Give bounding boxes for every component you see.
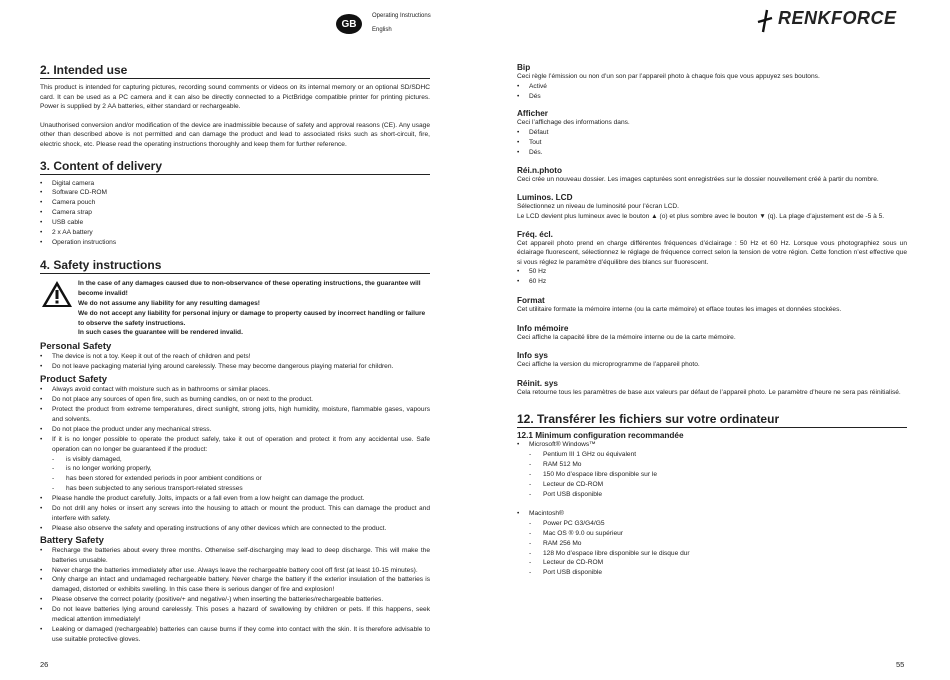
list-item: - Lecteur de CD-ROM — [529, 480, 907, 490]
freq-text: Cet appareil photo prend en charge différentes fréquences d’éclairage : 50 Hz et 60 Hz. Lorsque vous photographiez sous un éclairage fluorescent, sélectionnez le réglage de fréquence correct selon la tension de votre région. Cette fonction n’est effective que si vous réglez le paramètre d’équilibre des blancs sur fluorescent. — [517, 239, 907, 266]
list-item: - Power PC G3/G4/G5 — [529, 519, 907, 529]
product-safety-list — [40, 385, 430, 454]
list-item: • If it is no longer possible to operate the product safely, take it out of operation and protect it from any accidental use. Safe operation can no longer be guaranteed if the product: — [40, 435, 430, 455]
info-sys-text: Ceci affiche la version du microprogramme de l’appareil photo. — [517, 361, 700, 369]
warning-line: In the case of any damages caused due to non-observance of these operating instructions, the guarantee will become invalid! — [78, 279, 421, 297]
warning-line: We do not assume any liability for any resulting damages! — [78, 299, 260, 307]
list-item: • USB cable — [40, 218, 430, 228]
list-item: • Recharge the batteries about every three months. Otherwise self-discharging may lead to deep discharge. This will make the batteries unusable. — [40, 546, 430, 566]
list-item: • Always avoid contact with moisture such as in bathrooms or similar places. — [40, 385, 430, 395]
list-item: • Do not place any sources of open fire, such as burning candles, on or next to the product. — [40, 395, 430, 405]
product-safety-list-2 — [40, 494, 430, 534]
rei-photo-text: Ceci crée un nouveau dossier. Les images capturées sont enregistrées sur le dossier nouvellement créé à partir du nombre. — [517, 175, 879, 183]
product-safety-heading: Product Safety — [40, 374, 108, 386]
list-item: - has been subjected to any serious transport-related stresses — [52, 484, 430, 494]
list-item: - Mac OS ® 9.0 ou supérieur — [529, 529, 907, 539]
bip-text: Ceci règle l’émission ou non d’un son par l’appareil photo à chaque fois que vous appuyez ses boutons. — [517, 73, 820, 80]
list-item: - Port USB disponible — [529, 490, 907, 500]
list-item: • Protect the product from extreme temperatures, direct sunlight, strong jolts, high humidity, moisture, flammable gases, vapours and solvents. — [40, 405, 430, 425]
warning-block — [40, 279, 430, 338]
renkforce-logo — [756, 8, 774, 39]
battery-safety-list — [40, 546, 430, 645]
freq-list — [517, 267, 907, 287]
freq-heading: Fréq. écl. — [517, 229, 553, 239]
windows-sublist — [529, 450, 907, 500]
luminos-text-1: Sélectionnez un niveau de luminosité pour l’écran LCD. — [517, 203, 680, 211]
renkforce-logo-mark-icon — [756, 8, 774, 34]
list-item: • Operation instructions — [40, 238, 430, 248]
list-item: • Leaking or damaged (rechargeable) batteries can cause burns if they come into contact with the skin. It is therefore advisable to use suitable protective gloves. — [40, 625, 430, 645]
list-item: • 2 x AA battery — [40, 228, 430, 238]
section-12-title: 12. Transférer les fichiers sur votre ordinateur — [517, 412, 907, 428]
list-item: • Camera strap — [40, 208, 430, 218]
afficher-text: Ceci l’affichage des informations dans. — [517, 119, 630, 127]
section-4-title: 4. Safety instructions — [40, 258, 430, 274]
info-memoire-heading: Info mémoire — [517, 323, 569, 333]
header-line-1: Operating Instructions — [372, 13, 431, 19]
battery-safety-heading: Battery Safety — [40, 534, 104, 546]
luminos-heading: Luminos. LCD — [517, 193, 573, 203]
format-text: Cet utilitaire formate la mémoire interne (ou la carte mémoire) et efface toutes les images et données stockées. — [517, 306, 842, 314]
list-item: • Please also observe the safety and operating instructions of any other devices which are connected to the product. — [40, 524, 430, 534]
list-item: • 60 Hz — [517, 277, 907, 287]
list-item: • Do not leave packaging material lying around carelessly. These may become dangerous playing material for children. — [40, 362, 430, 372]
bip-heading: Bip — [517, 63, 531, 72]
delivery-list — [40, 179, 430, 248]
list-item: • 50 Hz — [517, 267, 907, 277]
language-badge: GB — [336, 14, 362, 34]
list-item: - RAM 512 Mo — [529, 460, 907, 470]
personal-safety-heading: Personal Safety — [40, 341, 112, 353]
section-12-1-title: 12.1 Minimum configuration recommandée — [517, 431, 684, 441]
bip-list — [517, 82, 907, 102]
section-3-title: 3. Content of delivery — [40, 159, 430, 175]
brand-logo-text: RENKFORCE — [778, 8, 897, 28]
mac-list — [517, 509, 907, 519]
list-item: • Macintosh® — [517, 509, 907, 519]
section-2-paragraph-1: This product is intended for capturing pictures, recording sound comments or videos on its internal memory or an optional SD/SDHC card. It can be used as a PC camera and it can also be directly connected to a PictBridge compatible printer for printing pictures. Power is supplied by 2 AA batteries, either standard or rechargeable. — [40, 84, 430, 111]
warning-text — [78, 279, 430, 338]
list-item: • Do not leave batteries lying around carelessly. This poses a hazard of swallowing by children or pets. If this happens, seek medical attention immediately! — [40, 605, 430, 625]
list-item: - Pentium III 1 GHz ou équivalent — [529, 450, 907, 460]
list-item: • Do not place the product under any mechanical stress. — [40, 425, 430, 435]
afficher-heading: Afficher — [517, 109, 548, 119]
list-item: - Port USB disponible — [529, 568, 907, 578]
list-item: - has been stored for extended periods in poor ambient conditions or — [52, 474, 430, 484]
list-item: • Dés — [517, 92, 907, 102]
list-item: • Software CD-ROM — [40, 188, 430, 198]
right-column — [517, 63, 907, 578]
product-safety-sublist — [52, 455, 430, 495]
list-item: - is visibly damaged, — [52, 455, 430, 465]
list-item: - RAM 256 Mo — [529, 539, 907, 549]
list-item: • Only charge an intact and undamaged rechargeable battery. Never charge the battery if the exterior insulation of the batteries is damaged, distorted or exhibits swelling. In this case there is serious danger of fire and explosion! — [40, 575, 430, 595]
list-item: - 150 Mo d’espace libre disponible sur le — [529, 470, 907, 480]
reinit-sys-text: Cela retourne tous les paramètres de base aux valeurs par défaut de l’appareil photo. Le paramètre d’heure ne sera pas réinitialisé. — [517, 388, 901, 396]
section-2-title: 2. Intended use — [40, 63, 430, 79]
rei-photo-heading: Réi.n.photo — [517, 165, 563, 175]
list-item: - Lecteur de CD-ROM — [529, 558, 907, 568]
section-2-paragraph-2: Unauthorised conversion and/or modification of the device are inadmissible because of safety and approval reasons (CE). Any usage other than described above is not permitted and can damage the product and lead to associated risks such as short-circuit, fire, electric shock, etc. Please read the operating instructions thoroughly and keep them for further reference. — [40, 121, 430, 148]
list-item: • Please handle the product carefully. Jolts, impacts or a fall even from a low height can damage the product. — [40, 494, 430, 504]
page-number-left: 26 — [40, 660, 49, 669]
list-item: • Never charge the batteries immediately after use. Always leave the rechargeable battery cool off first (at least 10-15 minutes). — [40, 566, 430, 576]
reinit-sys-heading: Réinit. sys — [517, 378, 558, 388]
personal-safety-list — [40, 352, 430, 372]
warning-line: In such cases the guarantee will be rendered invalid. — [78, 329, 243, 337]
warning-icon — [40, 279, 78, 338]
list-item: • The device is not a toy. Keep it out of the reach of children and pets! — [40, 352, 430, 362]
list-item: • Do not drill any holes or insert any screws into the housing to attach or mount the product. This can damage the product and interfere with safety. — [40, 504, 430, 524]
list-item: • Digital camera — [40, 179, 430, 189]
list-item: • Please observe the correct polarity (positive/+ and negative/-) when inserting the batteries/rechargeable batteries. — [40, 595, 430, 605]
info-memoire-text: Ceci affiche la capacité libre de la mémoire interne ou de la carte mémoire. — [517, 333, 736, 341]
format-heading: Format — [517, 296, 545, 306]
header-line-2: English — [372, 27, 392, 33]
list-item: • Tout — [517, 138, 907, 148]
list-item: - 128 Mo d’espace libre disponible sur le disque dur — [529, 549, 907, 559]
list-item: • Camera pouch — [40, 198, 430, 208]
mac-sublist — [529, 519, 907, 578]
luminos-text-2: Le LCD devient plus lumineux avec le bouton ▲ (o) et plus sombre avec le bouton ▼ (q). La plage d’ajustement est de -5 à 5. — [517, 212, 885, 220]
page-number-right: 55 — [896, 660, 905, 669]
list-item: • Défaut — [517, 128, 907, 138]
list-item: • Microsoft® Windows™ — [517, 440, 907, 450]
left-column — [40, 63, 430, 645]
afficher-list — [517, 128, 907, 158]
windows-list — [517, 440, 907, 450]
list-item: - is no longer working properly, — [52, 464, 430, 474]
info-sys-heading: Info sys — [517, 351, 548, 361]
list-item: • Dés. — [517, 148, 907, 158]
list-item: • Activé — [517, 82, 907, 92]
warning-line: We do not accept any liability for personal injury or damage to property caused by incorrect handling or failure to observe the safety instructions. — [78, 309, 426, 327]
